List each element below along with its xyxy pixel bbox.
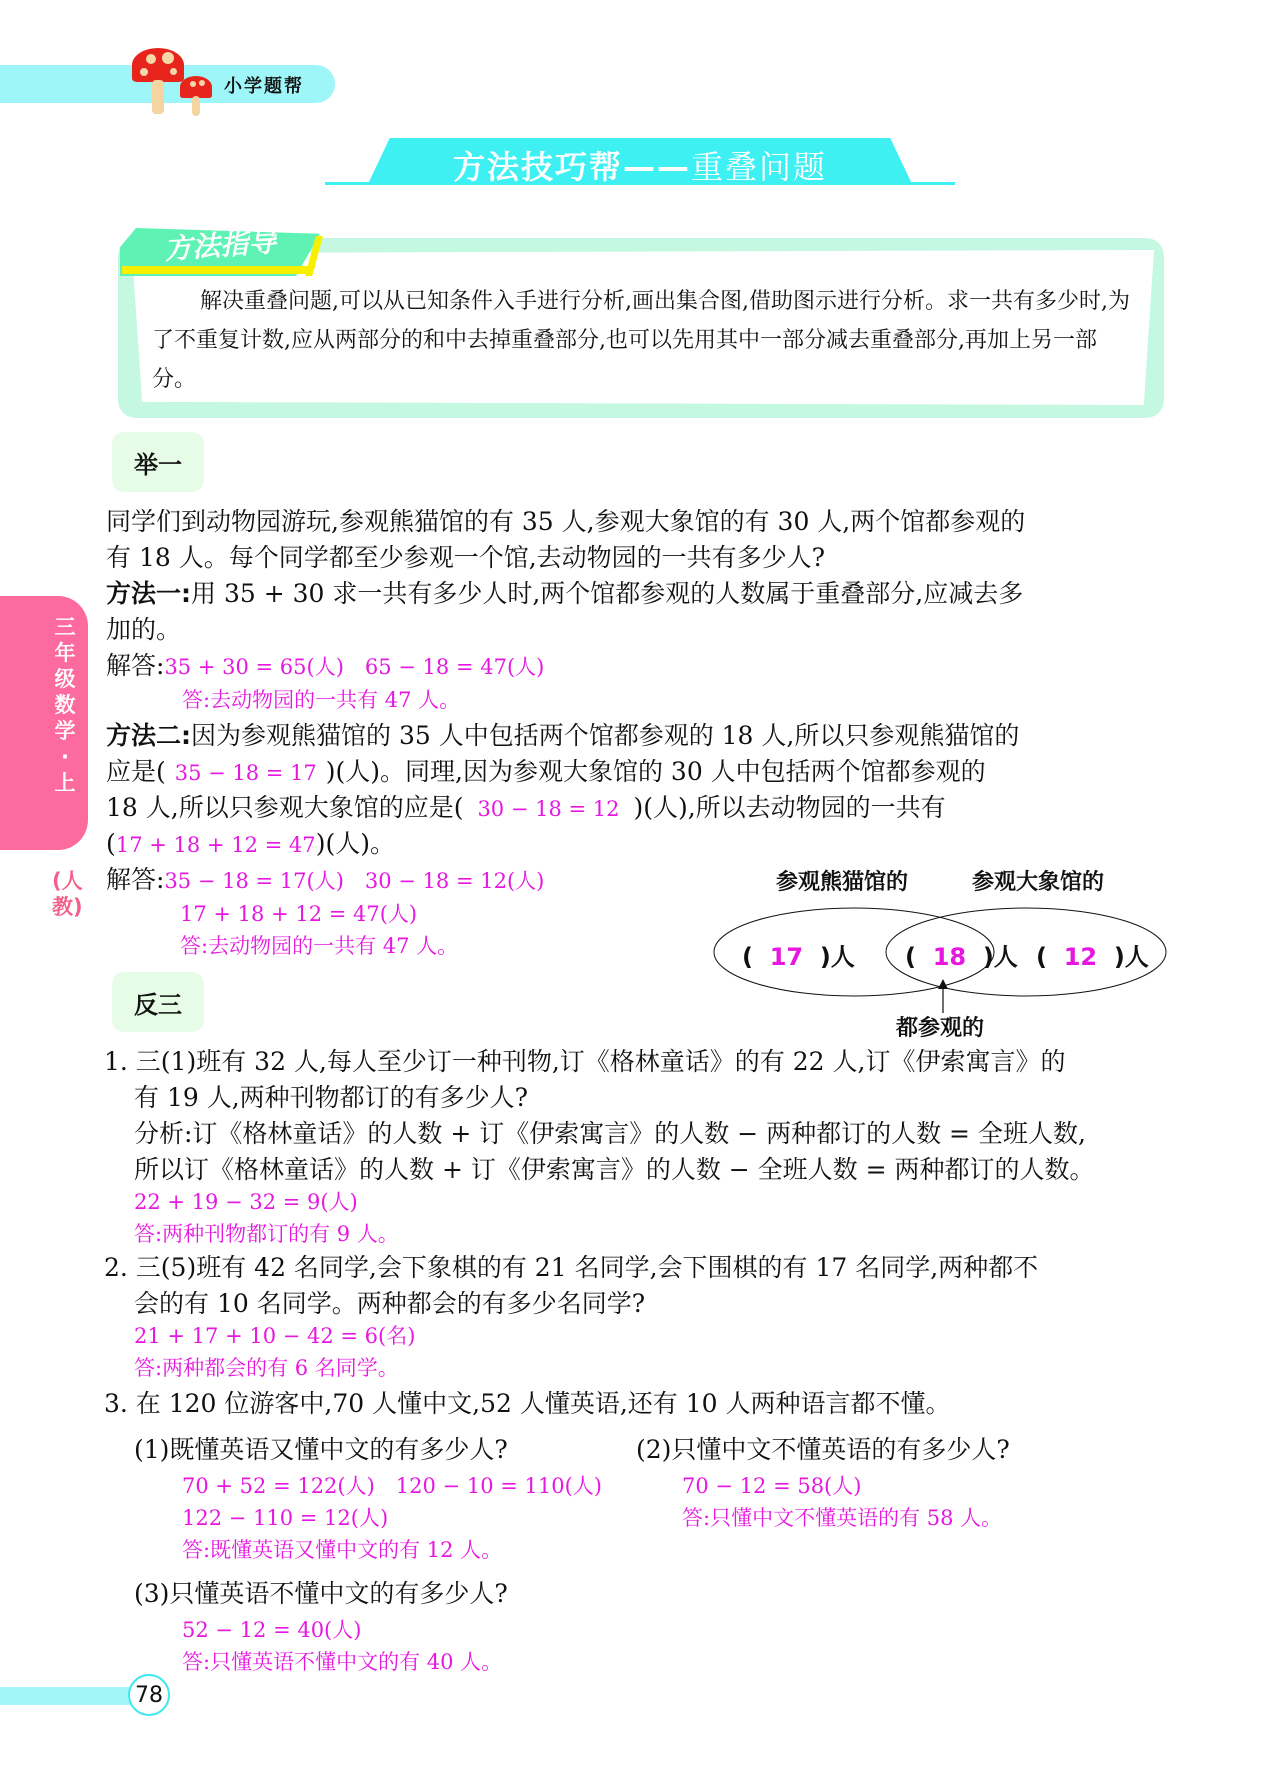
question-line: 2. 三(5)班有 42 名同学,会下象棋的有 21 名同学,会下围棋的有 17 名同学,两种都不 — [104, 1253, 1039, 1282]
fill-blank-answer: 30 − 18 = 12 — [477, 797, 620, 821]
method2-label: 方法二: — [106, 721, 191, 750]
method1-label: 方法一: — [106, 579, 191, 608]
venn-diagram — [700, 855, 1180, 1055]
venn-label-panda: 参观熊猫馆的 — [776, 870, 909, 895]
method-guide-label: 方法指导 — [163, 225, 278, 266]
problem-line: 同学们到动物园游玩,参观熊猫馆的有 35 人,参观大象馆的有 30 人,两个馆都参观的 — [106, 507, 1026, 536]
answer-label: 解答: — [106, 865, 165, 894]
q2-calc: 21 + 17 + 10 − 42 = 6(名) — [134, 1324, 416, 1348]
side-tab-grade: 三年级数学·上 — [54, 615, 76, 795]
method2-line — [106, 790, 1176, 826]
practice-q1 — [104, 1044, 1179, 1188]
method2-calc: 17 + 18 + 12 = 47(人) — [180, 902, 418, 926]
question-line: 1. 三(1)班有 32 人,每人至少订一种刊物,订《格林童话》的有 22 人,订《伊索寓言》的 — [104, 1047, 1066, 1076]
q3-sub3-calc1: 52 − 12 = 40(人) — [182, 1618, 362, 1642]
page-title — [368, 142, 912, 188]
q3-sub1-question: (1)既懂英语又懂中文的有多少人? — [134, 1435, 508, 1464]
q3-sub2-answer: 答:只懂中文不懂英语的有 58 人。 — [682, 1506, 1003, 1530]
page-number: 78 — [128, 1674, 170, 1716]
method2-calc: 35 − 18 = 17(人) 30 − 18 = 12(人) — [164, 869, 545, 893]
example-tag: 举一 — [112, 432, 204, 492]
method1-text: 用 35 + 30 求一共有多少人时,两个馆都参观的人数属于重叠部分,应减去多 — [191, 579, 1024, 608]
paren: ( — [905, 943, 916, 971]
practice-tag: 反三 — [112, 972, 204, 1032]
venn-region-left — [742, 937, 855, 972]
method2-answer: 答:去动物园的一共有 47 人。 — [180, 934, 459, 958]
method2-text: )(人)。 — [315, 829, 396, 858]
q3-sub3-answer: 答:只懂英语不懂中文的有 40 人。 — [182, 1650, 503, 1674]
q3-sub1-calc1: 70 + 52 = 122(人) 120 − 10 = 110(人) — [182, 1474, 602, 1498]
mushroom-icon — [132, 48, 184, 114]
venn-region-right — [1036, 937, 1149, 972]
method2-solution — [106, 864, 544, 897]
brand-label: 小学题帮 — [224, 76, 304, 97]
method1-calc: 35 + 30 = 65(人) 65 − 18 = 47(人) — [164, 655, 545, 679]
method-guide-text: 解决重叠问题,可以从已知条件入手进行分析,画出集合图,借助图示进行分析。求一共有多少时,为了不重复计数,应从两部分的和中去掉重叠部分,也可以先用其中一部分减去重叠部分,再加上另一部分。 — [152, 289, 1130, 392]
title-sub: 重叠问题 — [691, 148, 828, 186]
q3-sub2-question: (2)只懂中文不懂英语的有多少人? — [636, 1435, 1010, 1464]
method2-text: )(人),所以去动物园的一共有 — [633, 793, 946, 822]
practice-q2 — [104, 1250, 1179, 1322]
method2-text: ( — [106, 829, 116, 858]
analysis-line: 所以订《格林童话》的人数 + 订《伊索寓言》的人数 − 全班人数 = 两种都订的人数。 — [134, 1155, 1095, 1184]
venn-region-middle — [905, 937, 1018, 972]
method2-text: )(人)。同理,因为参观大象馆的 30 人中包括两个馆都参观的 — [325, 757, 986, 786]
title-main: 方法技巧帮—— — [452, 148, 691, 186]
method2-line — [106, 718, 1176, 754]
example-problem — [106, 504, 1176, 648]
question-line: 会的有 10 名同学。两种都会的有多少名同学? — [134, 1289, 646, 1318]
fill-blank-answer: 35 − 18 = 17 — [174, 761, 317, 785]
q1-calc: 22 + 19 − 32 = 9(人) — [134, 1190, 358, 1214]
problem-line: 有 18 人。每个同学都至少参观一个馆,去动物园的一共有多少人? — [106, 543, 826, 572]
q3-sub1-answer: 答:既懂英语又懂中文的有 12 人。 — [182, 1538, 503, 1562]
method2-text: 因为参观熊猫馆的 35 人中包括两个馆都参观的 18 人,所以只参观熊猫馆的 — [191, 721, 1020, 750]
practice-q3: 3. 在 120 位游客中,70 人懂中文,52 人懂英语,还有 10 人两种语言都不懂。 — [104, 1389, 951, 1418]
footer-band — [0, 1687, 140, 1705]
venn-right-value: 12 — [1063, 943, 1098, 971]
method2-text: 应是( — [106, 757, 166, 786]
paren-unit: )人 — [819, 943, 855, 971]
q1-answer: 答:两种刊物都订的有 9 人。 — [134, 1222, 399, 1246]
q3-sub3-question: (3)只懂英语不懂中文的有多少人? — [134, 1579, 508, 1608]
paren: ( — [1036, 943, 1047, 971]
method2-text: 18 人,所以只参观大象馆的应是( — [106, 793, 464, 822]
paren: ( — [742, 943, 753, 971]
method1-solution — [106, 650, 544, 683]
q3-sub2-calc1: 70 − 12 = 58(人) — [682, 1474, 862, 1498]
paren-unit: )人 — [1113, 943, 1149, 971]
venn-label-both: 都参观的 — [896, 1016, 985, 1041]
venn-left-value: 17 — [769, 943, 804, 971]
analysis-line: 分析:订《格林童话》的人数 + 订《伊索寓言》的人数 − 两种都订的人数 = 全班人数, — [134, 1119, 1086, 1148]
method-guide-tab-accent — [122, 266, 316, 274]
method1-line — [106, 576, 1176, 612]
method1-line: 加的。 — [106, 615, 182, 644]
q2-answer: 答:两种都会的有 6 名同学。 — [134, 1356, 399, 1380]
answer-label: 解答: — [106, 651, 165, 680]
method1-answer: 答:去动物园的一共有 47 人。 — [182, 688, 461, 712]
venn-middle-value: 18 — [932, 943, 967, 971]
fill-blank-answer: 17 + 18 + 12 = 47 — [115, 833, 316, 857]
side-tab-edition: (人教) — [52, 869, 83, 919]
paren-unit: )人 — [982, 943, 1018, 971]
question-line: 有 19 人,两种刊物都订的有多少人? — [134, 1083, 529, 1112]
method2-line — [106, 754, 1176, 790]
q3-sub1-calc2: 122 − 110 = 12(人) — [182, 1506, 389, 1530]
venn-label-elephant: 参观大象馆的 — [972, 870, 1105, 895]
method2-block — [106, 718, 1176, 862]
small-mushroom-icon — [180, 76, 212, 116]
